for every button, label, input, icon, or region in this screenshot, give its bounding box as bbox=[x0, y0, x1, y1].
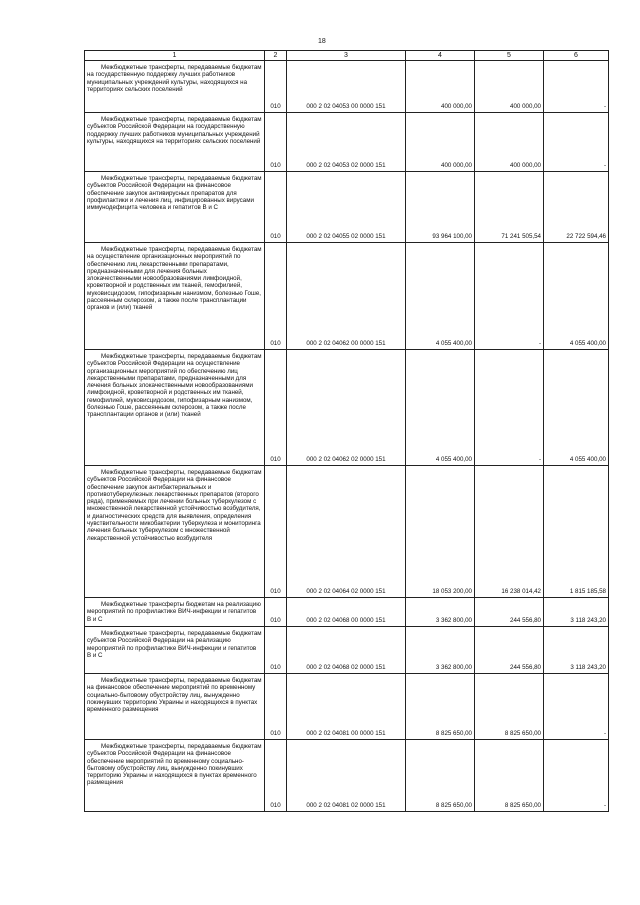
row-col6-value: 3 118 243,20 bbox=[544, 627, 609, 674]
row-description: Межбюджетные трансферты, передаваемые бюджетам на финансовое обеспечение мероприятий по временному социально-бытовому обустройству лиц, вынужденно покинувших территорию Украины и находящихся в пунктах временного размещения bbox=[87, 677, 262, 714]
page-number: 18 bbox=[318, 38, 326, 45]
row-col6-value: - bbox=[544, 61, 609, 113]
row-description: Межбюджетные трансферты, передаваемые бюджетам субъектов Российской Федерации на государственную поддержку лучших работников муниципальных учреждений культуры, находящихся на территориях сельских поселений bbox=[87, 116, 262, 145]
row-col5-value: - bbox=[475, 243, 544, 350]
row-budget-code: 000 2 02 04053 02 0000 151 bbox=[287, 113, 406, 172]
row-col5-value: - bbox=[475, 350, 544, 466]
table-row bbox=[85, 627, 609, 674]
row-col6-value: 4 055 400,00 bbox=[544, 350, 609, 466]
row-line-code: 010 bbox=[265, 61, 287, 113]
row-line-code: 010 bbox=[265, 172, 287, 243]
row-col5-value: 16 238 014,42 bbox=[475, 466, 544, 598]
row-budget-code: 000 2 02 04055 02 0000 151 bbox=[287, 172, 406, 243]
row-line-code: 010 bbox=[265, 740, 287, 812]
row-col6-value: 22 722 594,46 bbox=[544, 172, 609, 243]
row-col5-value: 71 241 505,54 bbox=[475, 172, 544, 243]
row-col5-value: 8 825 650,00 bbox=[475, 740, 544, 812]
row-col6-value: - bbox=[544, 740, 609, 812]
column-header-5: 5 bbox=[475, 51, 544, 61]
row-line-code: 010 bbox=[265, 350, 287, 466]
row-col6-value: - bbox=[544, 113, 609, 172]
row-col4-value: 93 964 100,00 bbox=[406, 172, 475, 243]
row-col5-value: 244 556,80 bbox=[475, 598, 544, 627]
table-row bbox=[85, 113, 609, 172]
table-row bbox=[85, 598, 609, 627]
table-row bbox=[85, 350, 609, 466]
row-col6-value: 1 815 185,58 bbox=[544, 466, 609, 598]
column-header-3: 3 bbox=[287, 51, 406, 61]
table-row bbox=[85, 172, 609, 243]
row-budget-code: 000 2 02 04081 00 0000 151 bbox=[287, 674, 406, 740]
row-col4-value: 8 825 650,00 bbox=[406, 740, 475, 812]
row-budget-code: 000 2 02 04062 00 0000 151 bbox=[287, 243, 406, 350]
row-col4-value: 18 053 200,00 bbox=[406, 466, 475, 598]
row-description: Межбюджетные трансферты, передаваемые бюджетам субъектов Российской Федерации на финансовое обеспечение мероприятий по временному социально-бытовому обустройству лиц, вынужденно покинувших территорию Украины и находящихся в пунктах временного размещения bbox=[87, 743, 262, 787]
row-line-code: 010 bbox=[265, 243, 287, 350]
row-col4-value: 8 825 650,00 bbox=[406, 674, 475, 740]
row-budget-code: 000 2 02 04053 00 0000 151 bbox=[287, 61, 406, 113]
column-numbers-row bbox=[85, 51, 609, 61]
row-description: Межбюджетные трансферты бюджетам на реализацию мероприятий по профилактике ВИЧ-инфекции и гепатитов В и С bbox=[87, 601, 261, 623]
row-col5-value: 8 825 650,00 bbox=[475, 674, 544, 740]
row-col6-value: 4 055 400,00 bbox=[544, 243, 609, 350]
row-description: Межбюджетные трансферты, передаваемые бюджетам на государственную поддержку лучших работников муниципальных учреждений культуры, находящихся на территориях сельских поселений bbox=[87, 64, 262, 93]
row-description: Межбюджетные трансферты, передаваемые бюджетам субъектов Российской Федерации на финансовое обеспечение закупок антибактериальных и противотуберкулезных лекарственных препаратов (второго ряда), применяемых при лечении больных туберкулезом с множественной лекарственной устойчивостью возбудителя, и диагностических средств для выявления, определения чувствительности микобактерии туберкулеза и мониторинга лечения больных туберкулезом с множественной лекарственной устойчивостью возбудителя bbox=[87, 469, 262, 542]
row-col6-value: 3 118 243,20 bbox=[544, 598, 609, 627]
column-header-2: 2 bbox=[265, 51, 287, 61]
budget-table bbox=[84, 50, 609, 812]
row-budget-code: 000 2 02 04064 02 0000 151 bbox=[287, 466, 406, 598]
row-budget-code: 000 2 02 04068 00 0000 151 bbox=[287, 598, 406, 627]
column-header-6: 6 bbox=[544, 51, 609, 61]
row-description: Межбюджетные трансферты, передаваемые бюджетам субъектов Российской Федерации на осуществление организационных мероприятий по обеспечению лиц лекарственными препаратами, предназначенными для лечения больных злокачественными новообразованиями лимфоидной, кроветворной и родственных им тканей, гемофилией, муковисцидозом, гипофизарным нанизмом, болезнью Гоше, рассеянным склерозом, а также после трансплантации органов и (или) тканей bbox=[87, 353, 262, 419]
row-budget-code: 000 2 02 04081 02 0000 151 bbox=[287, 740, 406, 812]
row-description: Межбюджетные трансферты, передаваемые бюджетам субъектов Российской Федерации на реализацию мероприятий по профилактике ВИЧ-инфекции и гепатитов В и С bbox=[87, 630, 262, 659]
row-col4-value: 3 362 800,00 bbox=[406, 627, 475, 674]
row-col4-value: 400 000,00 bbox=[406, 113, 475, 172]
row-budget-code: 000 2 02 04068 02 0000 151 bbox=[287, 627, 406, 674]
row-line-code: 010 bbox=[265, 113, 287, 172]
column-header-4: 4 bbox=[406, 51, 475, 61]
row-description: Межбюджетные трансферты, передаваемые бюджетам субъектов Российской Федерации на финансовое обеспечение закупок антивирусных препаратов для профилактики и лечения лиц, инфицированных вирусами иммунодефицита человека и гепатитов В и С bbox=[87, 175, 262, 212]
row-col4-value: 3 362 800,00 bbox=[406, 598, 475, 627]
table-row bbox=[85, 674, 609, 740]
row-budget-code: 000 2 02 04062 02 0000 151 bbox=[287, 350, 406, 466]
table-row bbox=[85, 466, 609, 598]
row-col4-value: 4 055 400,00 bbox=[406, 243, 475, 350]
table-row bbox=[85, 243, 609, 350]
row-col6-value: - bbox=[544, 674, 609, 740]
row-line-code: 010 bbox=[265, 598, 287, 627]
row-col4-value: 4 055 400,00 bbox=[406, 350, 475, 466]
row-line-code: 010 bbox=[265, 674, 287, 740]
table-row bbox=[85, 61, 609, 113]
row-col4-value: 400 000,00 bbox=[406, 61, 475, 113]
table-row bbox=[85, 740, 609, 812]
row-col5-value: 400 000,00 bbox=[475, 61, 544, 113]
row-col5-value: 244 556,80 bbox=[475, 627, 544, 674]
column-header-1: 1 bbox=[85, 51, 265, 61]
row-line-code: 010 bbox=[265, 466, 287, 598]
row-col5-value: 400 000,00 bbox=[475, 113, 544, 172]
row-line-code: 010 bbox=[265, 627, 287, 674]
row-description: Межбюджетные трансферты, передаваемые бюджетам на осуществление организационных мероприятий по обеспечению лиц лекарственными препаратами, предназначенными для лечения больных злокачественными новообразованиями лимфоидной, кроветворной и родственных им тканей, гемофилией, муковисцидозом, гипофизарным нанизмом, болезнью Гоше, рассеянным склерозом, а также после трансплантации органов и (или) тканей bbox=[87, 246, 262, 312]
